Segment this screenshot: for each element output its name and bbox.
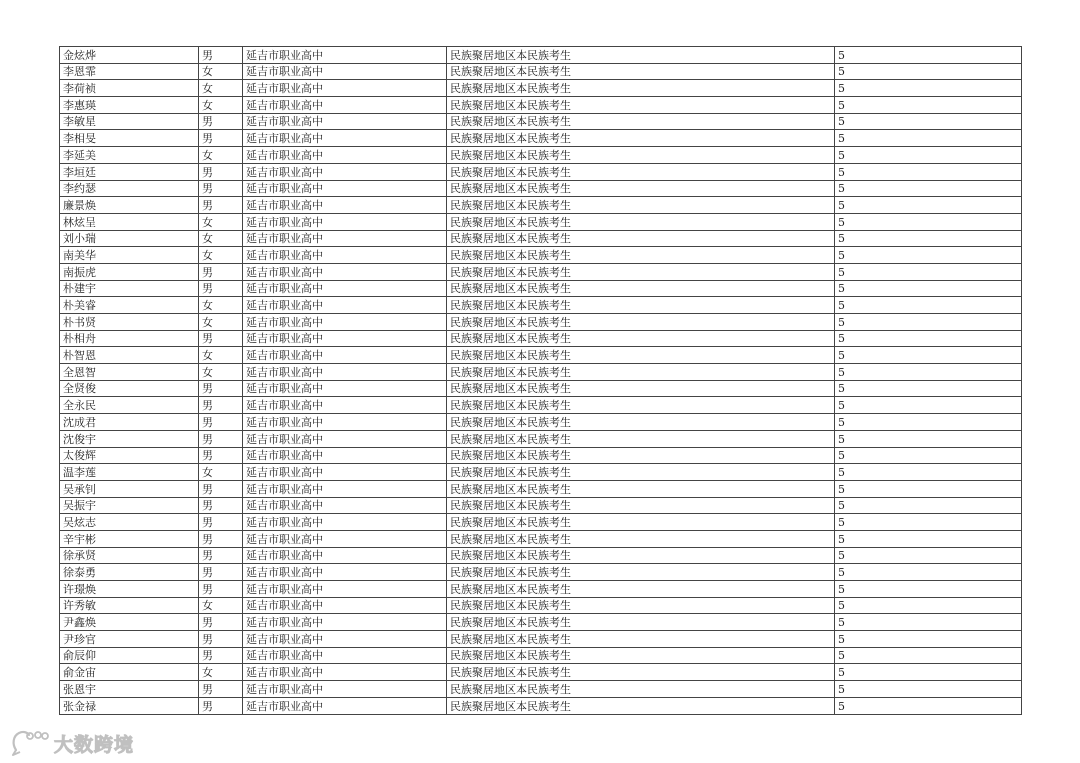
school-cell: 延吉市职业高中	[243, 681, 447, 698]
category-cell: 民族聚居地区本民族考生	[447, 581, 835, 598]
table-row	[60, 330, 1022, 347]
gender-cell: 男	[199, 330, 243, 347]
table-row	[60, 113, 1022, 130]
name-cell: 林炫呈	[60, 213, 199, 230]
name-cell: 沈成君	[60, 414, 199, 431]
gender-cell: 男	[199, 547, 243, 564]
gender-cell: 男	[199, 163, 243, 180]
table-row	[60, 514, 1022, 531]
school-cell: 延吉市职业高中	[243, 280, 447, 297]
name-cell: 张恩宇	[60, 681, 199, 698]
school-cell: 延吉市职业高中	[243, 263, 447, 280]
gender-cell: 男	[199, 180, 243, 197]
table-row	[60, 547, 1022, 564]
category-cell: 民族聚居地区本民族考生	[447, 97, 835, 114]
table-row	[60, 197, 1022, 214]
gender-cell: 女	[199, 63, 243, 80]
gender-cell: 男	[199, 480, 243, 497]
gender-cell: 女	[199, 364, 243, 381]
gender-cell: 男	[199, 197, 243, 214]
school-cell: 延吉市职业高中	[243, 480, 447, 497]
gender-cell: 男	[199, 497, 243, 514]
school-cell: 延吉市职业高中	[243, 330, 447, 347]
score-cell: 5	[835, 480, 1022, 497]
gender-cell: 男	[199, 113, 243, 130]
school-cell: 延吉市职业高中	[243, 547, 447, 564]
school-cell: 延吉市职业高中	[243, 380, 447, 397]
score-cell: 5	[835, 530, 1022, 547]
school-cell: 延吉市职业高中	[243, 247, 447, 264]
school-cell: 延吉市职业高中	[243, 364, 447, 381]
gender-cell: 男	[199, 430, 243, 447]
name-cell: 吴炫志	[60, 514, 199, 531]
score-cell: 5	[835, 514, 1022, 531]
name-cell: 李垣廷	[60, 163, 199, 180]
category-cell: 民族聚居地区本民族考生	[447, 430, 835, 447]
school-cell: 延吉市职业高中	[243, 631, 447, 648]
score-cell: 5	[835, 547, 1022, 564]
table-row	[60, 664, 1022, 681]
gender-cell: 女	[199, 297, 243, 314]
score-cell: 5	[835, 230, 1022, 247]
table-row	[60, 247, 1022, 264]
school-cell: 延吉市职业高中	[243, 163, 447, 180]
school-cell: 延吉市职业高中	[243, 697, 447, 714]
name-cell: 李约瑟	[60, 180, 199, 197]
score-cell: 5	[835, 330, 1022, 347]
gender-cell: 女	[199, 664, 243, 681]
category-cell: 民族聚居地区本民族考生	[447, 664, 835, 681]
table-row	[60, 180, 1022, 197]
gender-cell: 男	[199, 130, 243, 147]
category-cell: 民族聚居地区本民族考生	[447, 163, 835, 180]
school-cell: 延吉市职业高中	[243, 314, 447, 331]
school-cell: 延吉市职业高中	[243, 564, 447, 581]
table-row	[60, 697, 1022, 714]
category-cell: 民族聚居地区本民族考生	[447, 63, 835, 80]
table-row	[60, 147, 1022, 164]
name-cell: 俞金宙	[60, 664, 199, 681]
category-cell: 民族聚居地区本民族考生	[447, 480, 835, 497]
score-cell: 5	[835, 364, 1022, 381]
name-cell: 尹珍官	[60, 631, 199, 648]
score-cell: 5	[835, 97, 1022, 114]
category-cell: 民族聚居地区本民族考生	[447, 230, 835, 247]
name-cell: 刘小瑞	[60, 230, 199, 247]
table-row	[60, 130, 1022, 147]
category-cell: 民族聚居地区本民族考生	[447, 614, 835, 631]
score-cell: 5	[835, 497, 1022, 514]
category-cell: 民族聚居地区本民族考生	[447, 180, 835, 197]
score-cell: 5	[835, 614, 1022, 631]
score-cell: 5	[835, 631, 1022, 648]
gender-cell: 男	[199, 530, 243, 547]
score-cell: 5	[835, 414, 1022, 431]
table-row	[60, 213, 1022, 230]
table-row	[60, 397, 1022, 414]
category-cell: 民族聚居地区本民族考生	[447, 263, 835, 280]
score-cell: 5	[835, 297, 1022, 314]
name-cell: 李惠瑛	[60, 97, 199, 114]
score-cell: 5	[835, 180, 1022, 197]
category-cell: 民族聚居地区本民族考生	[447, 380, 835, 397]
score-cell: 5	[835, 564, 1022, 581]
category-cell: 民族聚居地区本民族考生	[447, 47, 835, 64]
table-row	[60, 97, 1022, 114]
table-row	[60, 564, 1022, 581]
student-table-body	[60, 47, 1022, 715]
gender-cell: 男	[199, 280, 243, 297]
score-cell: 5	[835, 113, 1022, 130]
table-row	[60, 380, 1022, 397]
school-cell: 延吉市职业高中	[243, 664, 447, 681]
category-cell: 民族聚居地区本民族考生	[447, 364, 835, 381]
gender-cell: 女	[199, 80, 243, 97]
score-cell: 5	[835, 447, 1022, 464]
category-cell: 民族聚居地区本民族考生	[447, 213, 835, 230]
score-cell: 5	[835, 63, 1022, 80]
category-cell: 民族聚居地区本民族考生	[447, 564, 835, 581]
chat-bubble-logo-icon	[10, 728, 50, 758]
name-cell: 吴振宇	[60, 497, 199, 514]
category-cell: 民族聚居地区本民族考生	[447, 414, 835, 431]
gender-cell: 女	[199, 213, 243, 230]
gender-cell: 女	[199, 314, 243, 331]
score-cell: 5	[835, 147, 1022, 164]
score-cell: 5	[835, 280, 1022, 297]
name-cell: 南美华	[60, 247, 199, 264]
name-cell: 尹鑫焕	[60, 614, 199, 631]
name-cell: 全恩智	[60, 364, 199, 381]
school-cell: 延吉市职业高中	[243, 464, 447, 481]
school-cell: 延吉市职业高中	[243, 80, 447, 97]
score-cell: 5	[835, 464, 1022, 481]
gender-cell: 女	[199, 97, 243, 114]
table-row	[60, 430, 1022, 447]
table-row	[60, 47, 1022, 64]
category-cell: 民族聚居地区本民族考生	[447, 113, 835, 130]
category-cell: 民族聚居地区本民族考生	[447, 347, 835, 364]
table-row	[60, 297, 1022, 314]
school-cell: 延吉市职业高中	[243, 430, 447, 447]
category-cell: 民族聚居地区本民族考生	[447, 697, 835, 714]
table-row	[60, 447, 1022, 464]
gender-cell: 男	[199, 631, 243, 648]
category-cell: 民族聚居地区本民族考生	[447, 597, 835, 614]
score-cell: 5	[835, 581, 1022, 598]
score-cell: 5	[835, 314, 1022, 331]
name-cell: 朴书贤	[60, 314, 199, 331]
name-cell: 徐承贤	[60, 547, 199, 564]
school-cell: 延吉市职业高中	[243, 297, 447, 314]
name-cell: 李恩霏	[60, 63, 199, 80]
category-cell: 民族聚居地区本民族考生	[447, 147, 835, 164]
gender-cell: 男	[199, 397, 243, 414]
table-row	[60, 230, 1022, 247]
school-cell: 延吉市职业高中	[243, 447, 447, 464]
name-cell: 沈俊宇	[60, 430, 199, 447]
name-cell: 朴美睿	[60, 297, 199, 314]
school-cell: 延吉市职业高中	[243, 597, 447, 614]
score-cell: 5	[835, 664, 1022, 681]
category-cell: 民族聚居地区本民族考生	[447, 530, 835, 547]
score-cell: 5	[835, 597, 1022, 614]
name-cell: 李荷祯	[60, 80, 199, 97]
name-cell: 张金禄	[60, 697, 199, 714]
gender-cell: 男	[199, 614, 243, 631]
table-row	[60, 480, 1022, 497]
table-row	[60, 263, 1022, 280]
category-cell: 民族聚居地区本民族考生	[447, 330, 835, 347]
table-row	[60, 63, 1022, 80]
score-cell: 5	[835, 163, 1022, 180]
gender-cell: 男	[199, 414, 243, 431]
score-cell: 5	[835, 47, 1022, 64]
name-cell: 徐泰勇	[60, 564, 199, 581]
category-cell: 民族聚居地区本民族考生	[447, 631, 835, 648]
student-table-container	[59, 46, 1021, 715]
gender-cell: 男	[199, 47, 243, 64]
table-row	[60, 163, 1022, 180]
gender-cell: 女	[199, 464, 243, 481]
gender-cell: 女	[199, 247, 243, 264]
name-cell: 李敏星	[60, 113, 199, 130]
school-cell: 延吉市职业高中	[243, 347, 447, 364]
gender-cell: 女	[199, 147, 243, 164]
school-cell: 延吉市职业高中	[243, 147, 447, 164]
name-cell: 朴相舟	[60, 330, 199, 347]
name-cell: 吴承钊	[60, 480, 199, 497]
school-cell: 延吉市职业高中	[243, 197, 447, 214]
school-cell: 延吉市职业高中	[243, 97, 447, 114]
table-row	[60, 347, 1022, 364]
table-row	[60, 597, 1022, 614]
score-cell: 5	[835, 681, 1022, 698]
score-cell: 5	[835, 213, 1022, 230]
name-cell: 温李莲	[60, 464, 199, 481]
gender-cell: 男	[199, 447, 243, 464]
gender-cell: 男	[199, 697, 243, 714]
gender-cell: 女	[199, 347, 243, 364]
name-cell: 李延美	[60, 147, 199, 164]
name-cell: 太俊辉	[60, 447, 199, 464]
category-cell: 民族聚居地区本民族考生	[447, 464, 835, 481]
gender-cell: 男	[199, 514, 243, 531]
category-cell: 民族聚居地区本民族考生	[447, 497, 835, 514]
name-cell: 俞辰仰	[60, 647, 199, 664]
watermark	[10, 728, 134, 758]
school-cell: 延吉市职业高中	[243, 397, 447, 414]
category-cell: 民族聚居地区本民族考生	[447, 280, 835, 297]
school-cell: 延吉市职业高中	[243, 497, 447, 514]
table-row	[60, 414, 1022, 431]
school-cell: 延吉市职业高中	[243, 614, 447, 631]
table-row	[60, 364, 1022, 381]
table-row	[60, 631, 1022, 648]
gender-cell: 男	[199, 380, 243, 397]
table-row	[60, 80, 1022, 97]
name-cell: 许璟焕	[60, 581, 199, 598]
table-row	[60, 497, 1022, 514]
name-cell: 朴建宇	[60, 280, 199, 297]
gender-cell: 男	[199, 564, 243, 581]
gender-cell: 女	[199, 230, 243, 247]
gender-cell: 男	[199, 581, 243, 598]
category-cell: 民族聚居地区本民族考生	[447, 681, 835, 698]
category-cell: 民族聚居地区本民族考生	[447, 547, 835, 564]
school-cell: 延吉市职业高中	[243, 47, 447, 64]
name-cell: 李相旻	[60, 130, 199, 147]
category-cell: 民族聚居地区本民族考生	[447, 80, 835, 97]
school-cell: 延吉市职业高中	[243, 581, 447, 598]
school-cell: 延吉市职业高中	[243, 230, 447, 247]
score-cell: 5	[835, 430, 1022, 447]
student-table	[59, 46, 1022, 715]
name-cell: 廉景焕	[60, 197, 199, 214]
school-cell: 延吉市职业高中	[243, 414, 447, 431]
watermark-text: 大数跨境	[54, 733, 135, 756]
school-cell: 延吉市职业高中	[243, 647, 447, 664]
category-cell: 民族聚居地区本民族考生	[447, 397, 835, 414]
name-cell: 朴智恩	[60, 347, 199, 364]
name-cell: 南振虎	[60, 263, 199, 280]
school-cell: 延吉市职业高中	[243, 514, 447, 531]
table-row	[60, 280, 1022, 297]
score-cell: 5	[835, 263, 1022, 280]
school-cell: 延吉市职业高中	[243, 180, 447, 197]
school-cell: 延吉市职业高中	[243, 530, 447, 547]
table-row	[60, 464, 1022, 481]
category-cell: 民族聚居地区本民族考生	[447, 130, 835, 147]
score-cell: 5	[835, 347, 1022, 364]
category-cell: 民族聚居地区本民族考生	[447, 247, 835, 264]
school-cell: 延吉市职业高中	[243, 130, 447, 147]
gender-cell: 男	[199, 263, 243, 280]
school-cell: 延吉市职业高中	[243, 63, 447, 80]
name-cell: 许秀敏	[60, 597, 199, 614]
table-row	[60, 314, 1022, 331]
table-row	[60, 581, 1022, 598]
name-cell: 全永民	[60, 397, 199, 414]
table-row	[60, 530, 1022, 547]
score-cell: 5	[835, 397, 1022, 414]
table-row	[60, 614, 1022, 631]
table-row	[60, 681, 1022, 698]
category-cell: 民族聚居地区本民族考生	[447, 314, 835, 331]
category-cell: 民族聚居地区本民族考生	[447, 297, 835, 314]
gender-cell: 男	[199, 647, 243, 664]
gender-cell: 男	[199, 681, 243, 698]
category-cell: 民族聚居地区本民族考生	[447, 447, 835, 464]
category-cell: 民族聚居地区本民族考生	[447, 197, 835, 214]
category-cell: 民族聚居地区本民族考生	[447, 647, 835, 664]
name-cell: 全贤俊	[60, 380, 199, 397]
score-cell: 5	[835, 697, 1022, 714]
school-cell: 延吉市职业高中	[243, 113, 447, 130]
score-cell: 5	[835, 80, 1022, 97]
name-cell: 金炫烨	[60, 47, 199, 64]
score-cell: 5	[835, 197, 1022, 214]
score-cell: 5	[835, 130, 1022, 147]
school-cell: 延吉市职业高中	[243, 213, 447, 230]
gender-cell: 女	[199, 597, 243, 614]
score-cell: 5	[835, 380, 1022, 397]
score-cell: 5	[835, 247, 1022, 264]
category-cell: 民族聚居地区本民族考生	[447, 514, 835, 531]
name-cell: 辛宇彬	[60, 530, 199, 547]
score-cell: 5	[835, 647, 1022, 664]
table-row	[60, 647, 1022, 664]
